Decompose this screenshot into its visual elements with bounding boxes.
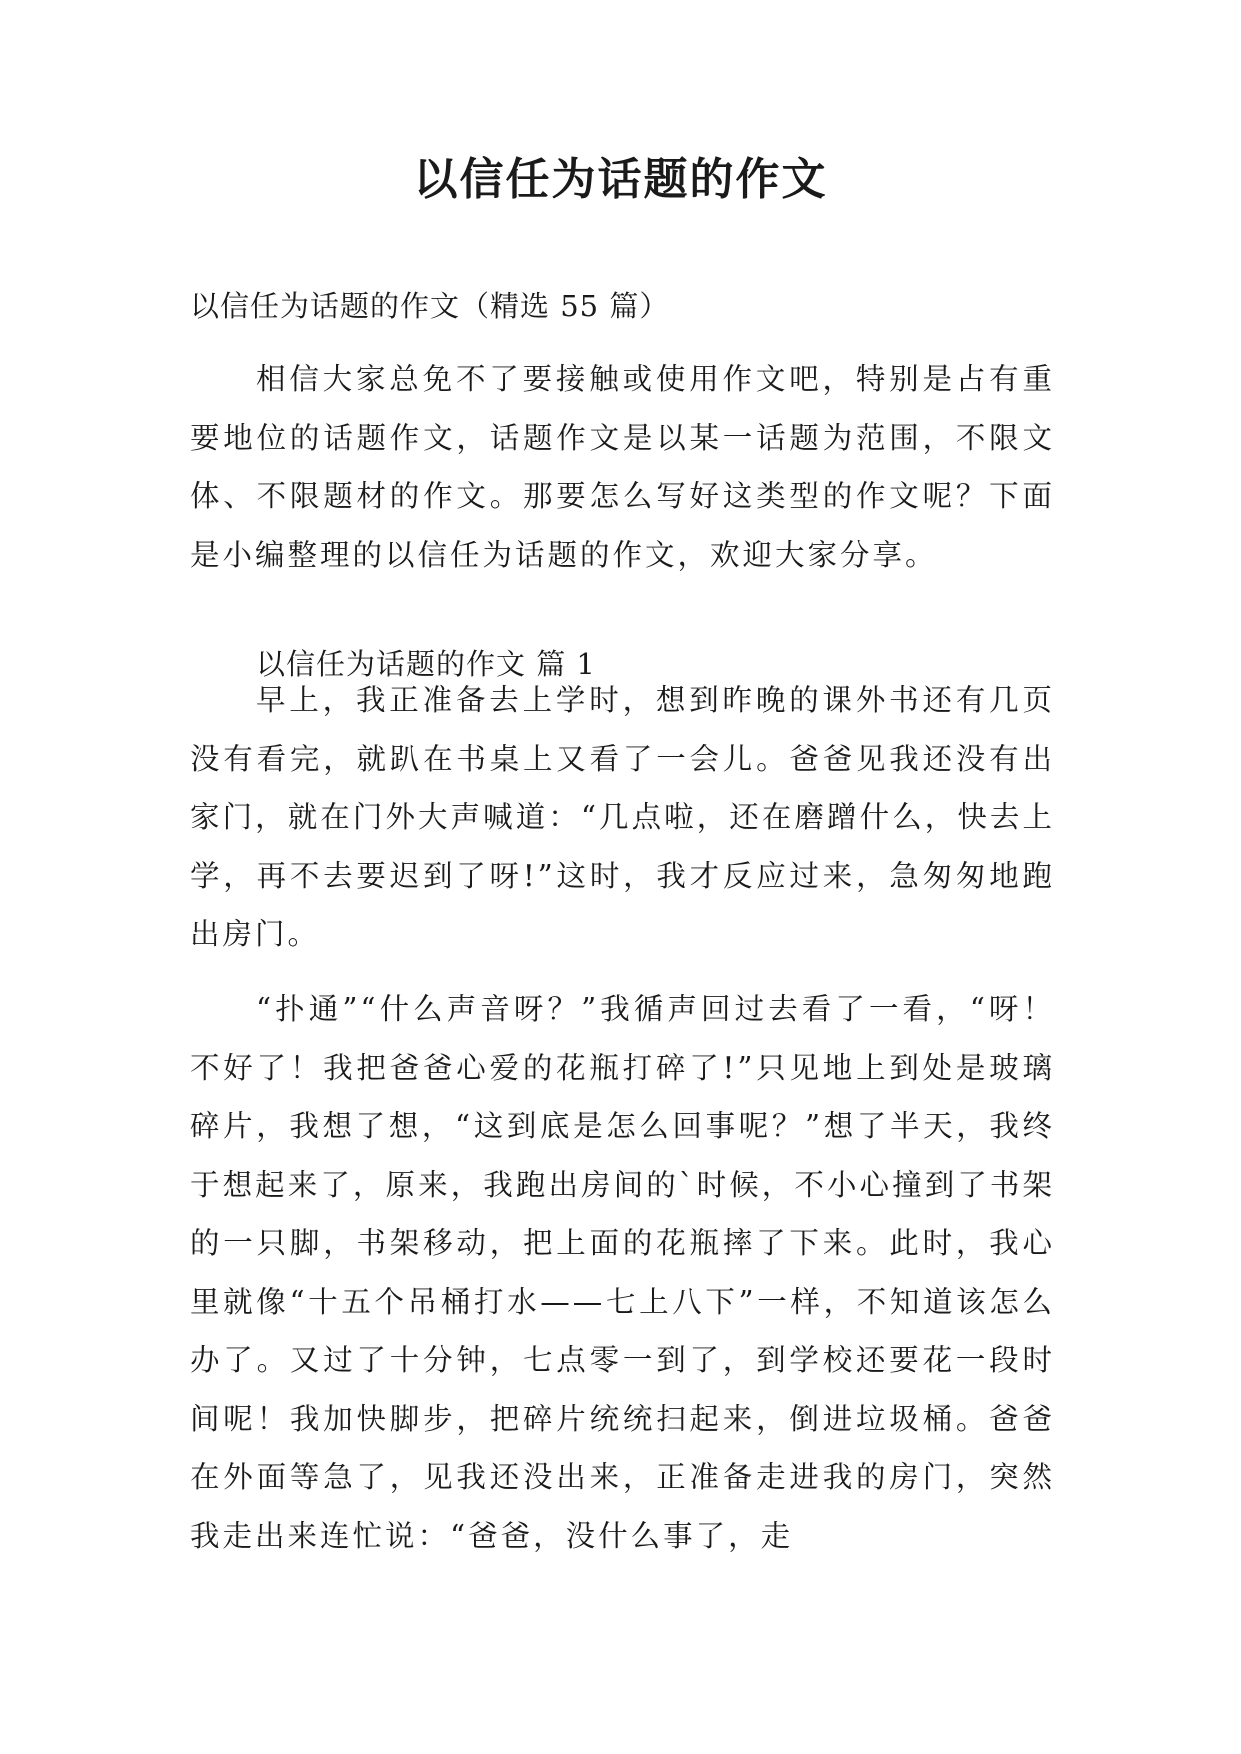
body-paragraph: 早上，我正准备去上学时，想到昨晚的课外书还有几页没有看完，就趴在书桌上又看了一会儿。爸爸见我还没有出家门，就在门外大声喊道：“几点啦，还在磨蹭什么，快去上学，再不去要迟到了呀!”这时，我才反应过来，急匆匆地跑出房门。 (190, 683, 1055, 951)
body-paragraph: “扑通”“什么声音呀？”我循声回过去看了一看，“呀！不好了！我把爸爸心爱的花瓶打碎了!”只见地上到处是玻璃碎片，我想了想，“这到底是怎么回事呢？”想了半天，我终于想起来了，原来，我跑出房间的`时候，不小心撞到了书架的一只脚，书架移动，把上面的花瓶摔了下来。此时，我心里就像“十五个吊桶打水——七上八下”一样，不知道该怎么办了。又过了十分钟，七点零一到了，到学校还要花一段时间呢！我加快脚步，把碎片统统扫起来，倒进垃圾桶。爸爸在外面等急了，见我还没出来，正准备走进我的房门，突然我走出来连忙说：“爸爸，没什么事了，走 (190, 992, 1055, 1553)
intro-paragraph: 相信大家总免不了要接触或使用作文吧，特别是占有重要地位的话题作文，话题作文是以某一话题为范围，不限文体、不限题材的作文。那要怎么写好这类型的作文呢？下面是小编整理的以信任为话题的作文，欢迎大家分享。 (190, 362, 1055, 572)
document-subtitle: 以信任为话题的作文（精选 55 篇） (190, 289, 670, 323)
document-title: 以信任为话题的作文 (413, 154, 828, 205)
section-heading: 以信任为话题的作文 篇 1 (256, 647, 596, 681)
